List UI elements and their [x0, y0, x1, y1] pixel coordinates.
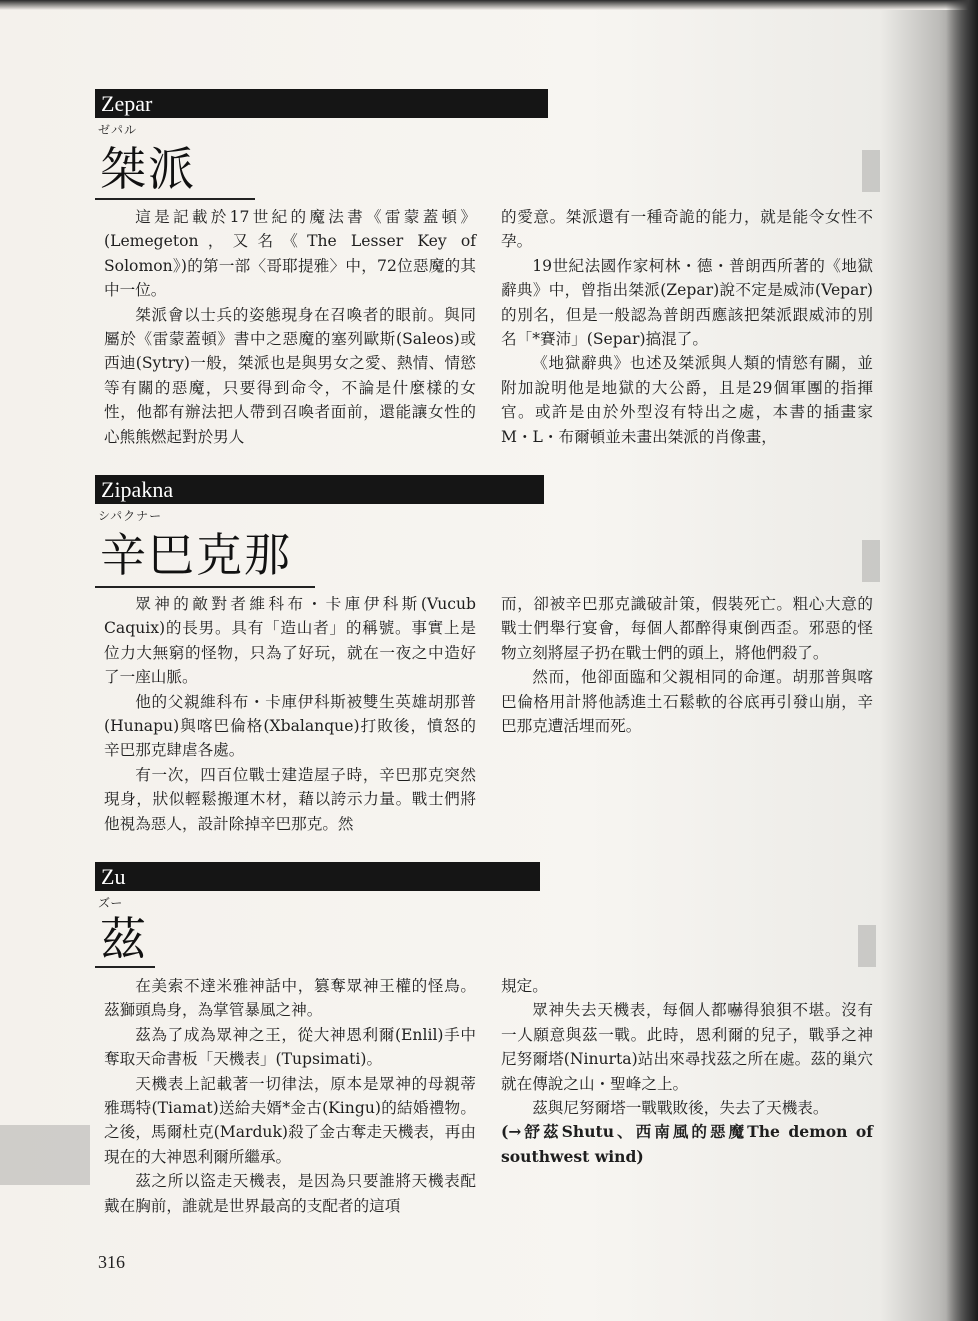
scan-right-edge [946, 0, 978, 1321]
paragraph: 桀派會以士兵的姿態現身在召喚者的眼前。與同屬於《雷蒙蓋頓》書中之惡魔的塞列歐斯(Saleos)或西迪(Sytry)一般，桀派也是與男女之愛、熱情、情慾等有關的惡魔，只要得到命令，不論是什麼樣的女性，他都有辦法把人帶到召喚者面前，還能讓女性的心熊熊燃起對於男人 [104, 305, 476, 446]
paragraph: 規定。 [501, 977, 548, 995]
entry-title: 茲 [100, 912, 148, 966]
entry-right-column [501, 974, 873, 1169]
paragraph: 他的父親維科布・卡庫伊科斯被雙生英雄胡那普(Hunapu)與喀巴倫格(Xbalanque)打敗後，憤怒的辛巴那克肆虐各處。 [104, 692, 476, 760]
entry-left-column [104, 592, 476, 836]
show-through-mark [862, 150, 880, 192]
show-through-mark [0, 1125, 90, 1185]
show-through-mark [862, 540, 880, 582]
paragraph: 茲之所以盜走天機表，是因為只要誰將天機表配戴在胸前，誰就是世界最高的支配者的這項 [104, 1172, 476, 1215]
entry-kana: ゼパル [98, 123, 138, 137]
paragraph: 有一次，四百位戰士建造屋子時，辛巴那克突然現身，狀似輕鬆搬運木材，藉以誇示力量。戰士們將他視為惡人，設計除掉辛巴那克。然 [104, 765, 476, 833]
paragraph: 《地獄辭典》也述及桀派與人類的情慾有關，並附加說明他是地獄的大公爵，且是29個軍團的指揮官。或許是由於外型沒有特出之處，本書的插畫家M・L・布爾頓並未畫出桀派的肖像畫， [501, 354, 873, 446]
paragraph: 而，卻被辛巴那克識破計策，假裝死亡。粗心大意的戰士們舉行宴會，每個人都醉得東倒西歪。邪惡的怪物立刻將屋子扔在戰士們的頭上，將他們殺了。 [501, 595, 873, 662]
scan-top-shadow [0, 0, 978, 10]
entry-kana: シパクナー [98, 509, 163, 523]
cross-reference: (→舒茲Shutu、西南風的惡魔The demon of southwest wind) [501, 1122, 873, 1166]
paragraph: 的愛意。桀派還有一種奇詭的能力，就是能令女性不孕。 [501, 208, 873, 251]
title-underline [95, 198, 255, 200]
paragraph: 天機表上記載著一切律法，原本是眾神的母親蒂雅瑪特(Tiamat)送給夫婿*金古(Kingu)的結婚禮物。之後，馬爾杜克(Marduk)殺了金古奪走天機表，再由現在的大神恩利爾所繼承。 [104, 1074, 476, 1166]
page-number: 316 [98, 1252, 125, 1272]
entry-title: 桀派 [100, 142, 196, 196]
entry-left-column [104, 974, 476, 1218]
entry-left-column [104, 205, 476, 449]
paragraph: 19世紀法國作家柯林・德・普朗西所著的《地獄辭典》中，曾指出桀派(Zepar)說不定是威沛(Vepar)的別名，但是一般認為普朗西應該把桀派跟威沛的別名「*賽沛」(Separ)搞混了。 [501, 256, 873, 349]
paragraph: 然而，他卻面臨和父親相同的命運。胡那普與喀巴倫格用計將他誘進土石鬆軟的谷底再引發山崩，辛巴那克遭活埋而死。 [501, 668, 873, 736]
paragraph: 茲為了成為眾神之王，從大神恩利爾(Enlil)手中奪取天命書板「天機表」(Tupsimati)。 [104, 1025, 476, 1069]
entry-header-bar: Zipakna [95, 475, 544, 504]
title-underline [95, 966, 155, 968]
show-through-mark [858, 925, 876, 967]
paragraph: 茲與尼努爾塔一戰戰敗後，失去了天機表。 [532, 1099, 829, 1118]
entry-right-column [501, 205, 873, 449]
paragraph: 這是記載於17世紀的魔法書《雷蒙蓋頓》(Lemegeton，又名《The Lesser Key of Solomon》)的第一部〈哥耶提雅〉中，72位惡魔的其中一位。 [104, 208, 476, 300]
paragraph: 在美索不達米雅神話中，篡奪眾神王權的怪鳥。茲獅頭鳥身，為掌管暴風之神。 [104, 977, 476, 1020]
entry-right-column [501, 592, 873, 738]
entry-title: 辛巴克那 [100, 528, 292, 582]
paragraph: 眾神失去天機表，每個人都嚇得狼狽不堪。沒有一人願意與茲一戰。此時，恩利爾的兒子，戰爭之神尼努爾塔(Ninurta)站出來尋找茲之所在處。茲的巢穴就在傳說之山・聖峰之上。 [501, 1001, 873, 1093]
entry-header-bar: Zu [95, 862, 540, 891]
entry-header-bar: Zepar [95, 89, 548, 118]
paragraph: 眾神的敵對者維科布・卡庫伊科斯(Vucub Caquix)的長男。具有「造山者」的稱號。事實上是位力大無窮的怪物，只為了好玩，就在一夜之中造好了一座山脈。 [104, 595, 476, 687]
entry-kana: ズー [98, 896, 124, 910]
title-underline [95, 586, 315, 588]
